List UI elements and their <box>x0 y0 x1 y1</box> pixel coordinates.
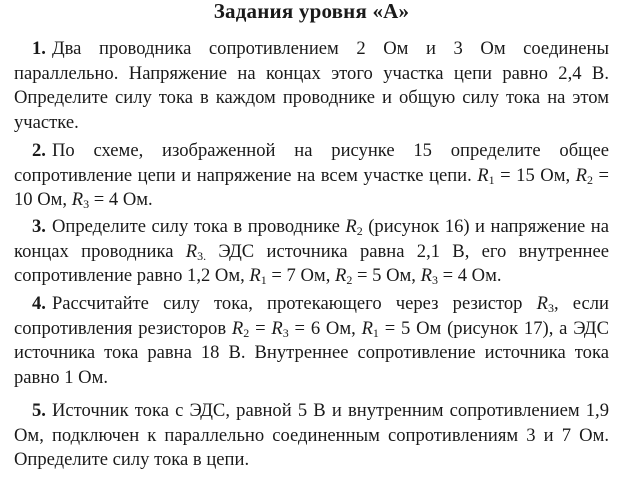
resistor-symbol: R <box>335 265 347 287</box>
task-1 <box>14 37 609 136</box>
resistor-symbol: R <box>345 215 357 237</box>
task-number: 1. <box>32 38 46 59</box>
task-text: Два проводника сопротивлением 2 Ом и 3 Ом соединены параллельно. Напряжение на концах этого участка цепи равно 2,4 В. Определите силу тока в каждом проводнике и общую силу тока на этом участке. <box>14 38 609 134</box>
resistor-index: 1 <box>260 273 267 288</box>
resistor-value: = 15 Ом, <box>494 164 576 186</box>
resistor-value: = 4 Ом. <box>437 265 502 287</box>
resistor-index: 1 <box>488 172 495 187</box>
resistor-index: 2 <box>356 223 363 238</box>
resistor-value: = 6 Ом, <box>288 317 362 339</box>
task-text: Определите силу тока в проводнике <box>51 215 346 237</box>
task-text: По схеме, изображенной на рисунке 15 определите общее сопротивление цепи и напряжение на всем участке цепи. <box>14 139 609 186</box>
task-text: Источник тока с ЭДС, равной 5 В и внутренним сопротивлением 1,9 Ом, подключен к параллельно соединенным сопротивлениям 3 и 7 Ом. Определите силу тока в цепи. <box>14 399 609 471</box>
resistor-value: = 5 Ом, <box>352 265 421 287</box>
task-number: 5. <box>32 399 46 421</box>
resistor-symbol: R <box>185 240 198 262</box>
resistor-value: = 7 Ом, <box>266 265 335 287</box>
task-text: (рисунок 16) и напряжение на концах проводника <box>14 215 609 262</box>
task-number: 3. <box>32 215 46 237</box>
resistor-symbol: R <box>536 293 548 315</box>
section-heading: Задания уровня «А» <box>213 0 410 23</box>
resistor-symbol: R <box>420 265 432 287</box>
resistor-symbol: R <box>575 164 587 186</box>
resistor-index: 3 <box>431 273 438 288</box>
task-3 <box>14 215 609 289</box>
resistor-symbol: R <box>361 317 373 339</box>
task-4 <box>14 292 609 391</box>
resistor-index: 2 <box>586 172 593 187</box>
task-text: , если сопротивления резисторов <box>14 293 610 339</box>
resistor-symbol: R <box>477 164 489 186</box>
resistor-index: 2 <box>346 273 353 288</box>
equals-sign: = <box>249 317 272 339</box>
resistor-symbol: R <box>231 317 244 339</box>
resistor-index: 1 <box>372 325 379 340</box>
resistor-index: 3 <box>83 197 90 212</box>
task-text: ЭДС источника равна 2,1 В, его внутреннее сопротивление равно 1,2 Ом, <box>14 240 609 287</box>
resistor-index: 3. <box>197 248 207 263</box>
resistor-symbol: R <box>71 189 84 211</box>
task-number: 4. <box>32 293 46 315</box>
resistor-value: = 5 Ом (рисунок 17), а ЭДС источника тока равна 18 В. Внутреннее сопротивление источника тока равно 1 Ом. <box>14 317 609 389</box>
task-5 <box>14 399 609 473</box>
resistor-index: 2 <box>243 325 250 340</box>
resistor-value: = 4 Ом. <box>89 189 153 211</box>
task-number: 2. <box>32 139 46 161</box>
resistor-index: 3 <box>548 301 554 316</box>
resistor-symbol: R <box>271 317 283 339</box>
resistor-value: = 10 Ом, <box>14 164 609 211</box>
resistor-symbol: R <box>249 265 261 287</box>
resistor-index: 3 <box>282 325 289 340</box>
task-2 <box>14 139 609 213</box>
task-text: Рассчитайте силу тока, протекающего через резистор <box>51 293 537 315</box>
